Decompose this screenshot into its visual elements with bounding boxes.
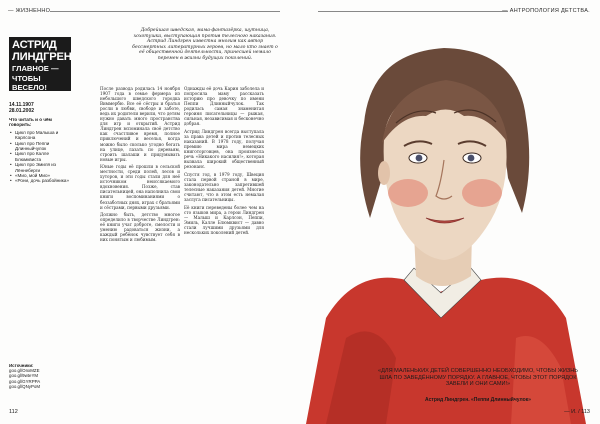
reading-list-item: • Цикл про Малыша и Карлсона bbox=[15, 130, 71, 141]
reading-list-item: • «Мио, мой Мио» bbox=[15, 173, 71, 178]
source-link[interactable]: goo.gl/OnxMZE bbox=[9, 368, 40, 374]
body-paragraph: Юные годы её прошли в сельской местности, среди полей, лесов и хуторов, и эти годы стали для неё источником неиссякаемого вдохновения. Позже, став писательницей, она наполнила свои книги воспоминаниями о беззаботных днях, играх с братьями и сёстрами, первыми друзьями. bbox=[100, 164, 180, 210]
reading-list bbox=[9, 117, 71, 184]
body-column-1 bbox=[100, 86, 180, 386]
source-link[interactable]: goo.gl/9wteYM bbox=[9, 373, 39, 379]
sources-heading: Источники: bbox=[9, 363, 34, 368]
article-title-block bbox=[9, 37, 71, 91]
title-subtitle-line2: ЧТОБЫ ВЕСЕЛО! bbox=[12, 74, 47, 92]
title-name-line1: АСТРИД bbox=[12, 39, 57, 51]
reading-list-items bbox=[9, 130, 71, 184]
birth-date: 14.11.1907 bbox=[9, 102, 34, 108]
reading-list-heading: Что читать и о чём говорить: bbox=[9, 117, 52, 128]
left-page-number: 112 bbox=[9, 409, 18, 415]
body-paragraph: Должно быть, детство многое определило в творчестве Линдгрен: её книги учат доброте, смелости и умению радоваться жизни, а каждый ребёнок чувствует себя в них понятым и любимым. bbox=[100, 212, 180, 243]
article-intro: Добрейшая шведская, мама-фантазёрка, шутница, хохотушка, выступающая против телесного наказания. Астрид Линдгрен известна многим как автор бессмертных литературных героев, но мало кто знает о её общественной деятельности, принесшей немало перемен в жизни будущих поколений. bbox=[132, 28, 278, 61]
body-paragraph: Спустя год, в 1979 году, Швеция стала первой страной в мире, законодательно запретившей телесные наказания детей. Многие считают, что в этом есть немалая заслуга писательницы. bbox=[184, 171, 264, 202]
title-name-line2: ЛИНДГРЕН bbox=[12, 51, 72, 63]
reading-list-item: • Цикл про Калле Блюмквиста bbox=[15, 151, 71, 162]
pull-quote: «ДЛЯ МАЛЕНЬКИХ ДЕТЕЙ СОВЕРШЕННО НЕОБХОДИМО, ЧТОБЫ ЖИЗНЬ ШЛА ПО ЗАВЕДЁННОМУ ПОРЯДКУ. А ГЛАВНОЕ, ЧТОБЫ ЭТОТ ПОРЯДОК ЗАВЕЛИ И ОНИ САМИ!» bbox=[378, 368, 578, 388]
astrid-lindgren-portrait-illustration bbox=[286, 18, 600, 424]
title-subtitle-line1: ГЛАВНОЕ — bbox=[12, 64, 59, 73]
source-link[interactable]: goo.gl/QNyPoM bbox=[9, 383, 40, 389]
quote-attribution: Астрид Линдгрен. «Пеппи Длинныйчулок» bbox=[425, 397, 531, 403]
reading-list-item: • Цикл про Пеппи Длинныйчулок bbox=[15, 141, 71, 152]
death-date: 28.01.2002 bbox=[9, 108, 35, 114]
body-paragraph: Астрид Линдгрен всегда выступала за права детей и против телесных наказаний. В 1978 году, получая премию мира немецких книготорговцев, она произнесла речь «Никакого насилия!», которая вызвала широкий общественный резонанс. bbox=[184, 128, 264, 170]
body-paragraph: Однажды её дочь Карин заболела и попросила маму рассказать историю про девочку по имени Пеппи Длинныйчулок. Так родилась самая знаменитая героиня писательницы — рыжая, сильная, независимая и бесконечно добрая. bbox=[184, 86, 264, 127]
reading-list-item: • Цикл про Эмиля из Лённеберги bbox=[15, 162, 71, 173]
body-paragraph: Её книги переведены более чем на сто языков мира, а герои Линдгрен — Малыш и Карлсон, Пеппи, Эмиль, Калле Блюмквист — давно стали лучшими друзьями для нескольких поколений детей. bbox=[184, 204, 264, 235]
right-running-head: — АНТРОПОЛОГИЯ ДЕТСТВА. bbox=[502, 8, 590, 14]
right-page-number: — И. / 113 bbox=[564, 409, 590, 415]
sources-block bbox=[9, 363, 40, 389]
body-paragraph: После развода родилась 14 ноября 1907 года в семье фермера из небольшого шведского городка Виммербю. Все её сёстры и братья росли в любви, свободе и заботе, ведь их родители верили, что детям нужно давать много пространства для игр и открытий. Астрид Линдгрен вспоминала своё детство как счастливое время, полное приключений и веселья, когда можно было сколько угодно бегать на улице, лазать по деревьям, строить шалаши и придумывать новые игры. bbox=[100, 86, 180, 162]
source-link[interactable]: goo.gl/GYRPPA bbox=[9, 378, 41, 384]
left-running-head: — ЖИЗНЕННО. bbox=[8, 8, 53, 14]
right-head-rule bbox=[318, 11, 508, 12]
body-column-2 bbox=[184, 86, 264, 386]
reading-list-item: • «Рони, дочь разбойника» bbox=[15, 178, 71, 183]
left-head-rule bbox=[50, 11, 280, 12]
life-dates bbox=[9, 102, 34, 114]
